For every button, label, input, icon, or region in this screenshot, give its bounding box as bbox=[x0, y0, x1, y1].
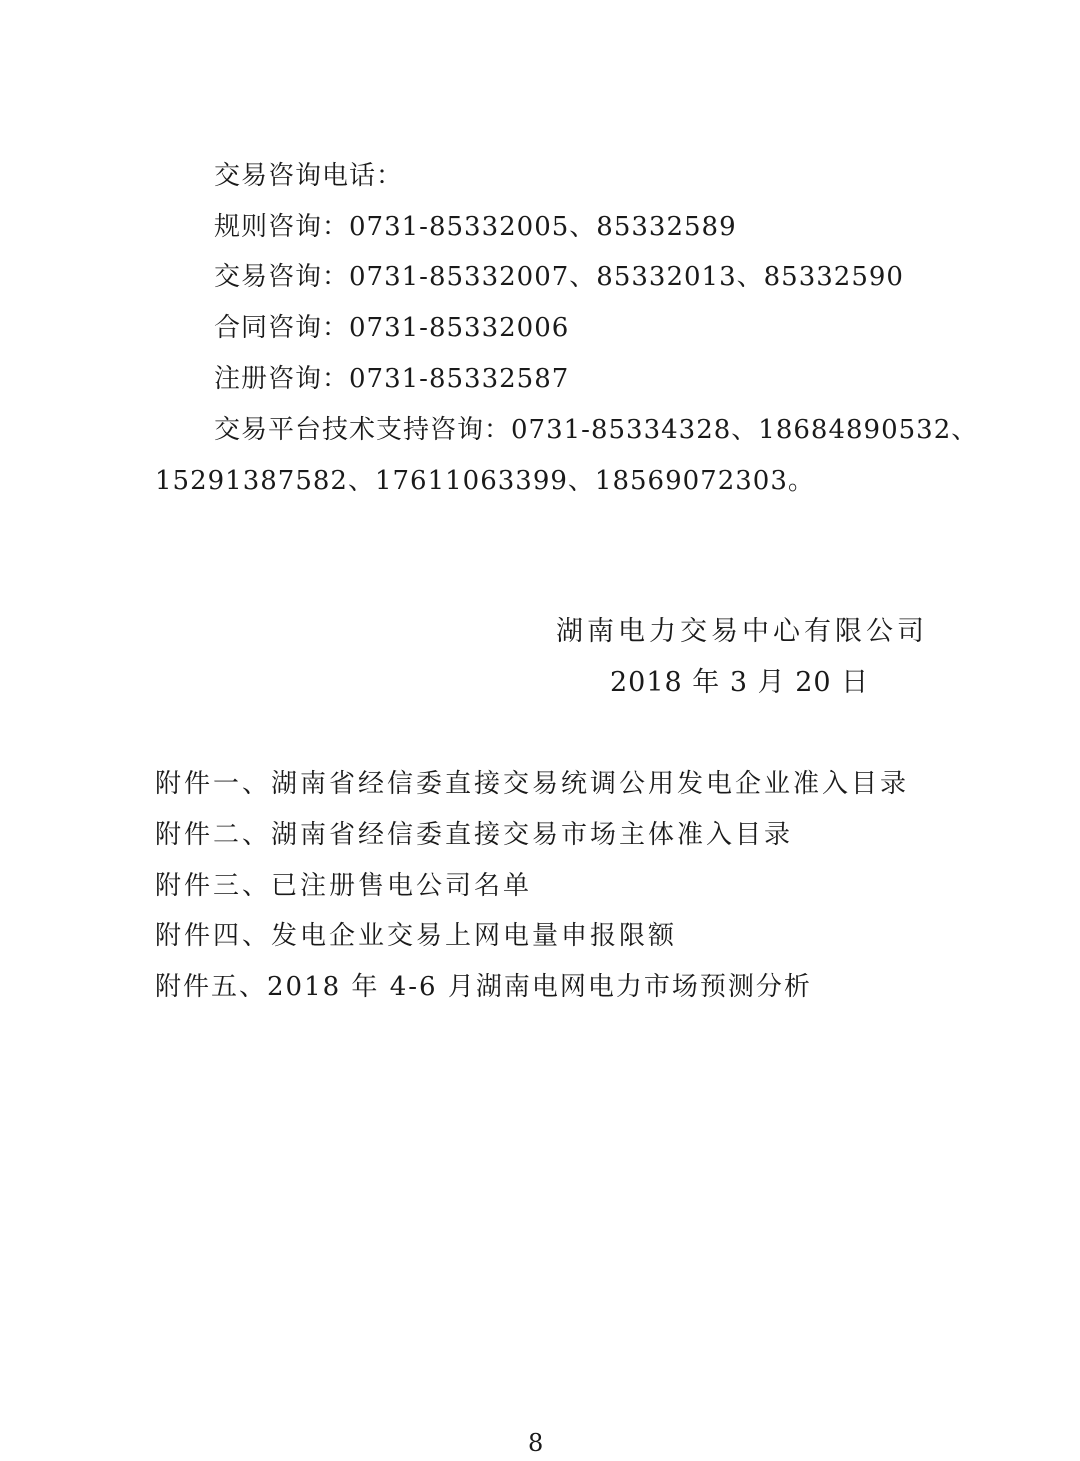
attachment-item-3: 附件三、已注册售电公司名单 bbox=[155, 871, 533, 901]
attachment-item-2: 附件二、湖南省经信委直接交易市场主体准入目录 bbox=[155, 820, 794, 850]
contact-line-contract: 合同咨询：0731-85332006 bbox=[214, 313, 570, 343]
contact-line-trading: 交易咨询：0731-85332007、85332013、85332590 bbox=[214, 262, 904, 292]
contact-heading: 交易咨询电话： bbox=[214, 161, 404, 191]
signature-organization: 湖南电力交易中心有限公司 bbox=[556, 616, 928, 647]
attachment-item-5: 附件五、2018 年 4-6 月湖南电网电力市场预测分析 bbox=[155, 972, 812, 1002]
signature-date: 2018 年 3 月 20 日 bbox=[610, 667, 870, 698]
contact-line-registration: 注册咨询：0731-85332587 bbox=[214, 364, 570, 394]
contact-line-tech-support: 交易平台技术支持咨询：0731-85334328、18684890532、 bbox=[214, 415, 979, 445]
contact-line-tech-support-cont: 15291387582、17611063399、18569072303。 bbox=[155, 466, 815, 496]
attachment-item-4: 附件四、发电企业交易上网电量申报限额 bbox=[155, 921, 678, 951]
page-number: 8 bbox=[528, 1429, 544, 1457]
contact-line-rules: 规则咨询：0731-85332005、85332589 bbox=[214, 212, 737, 242]
attachment-item-1: 附件一、湖南省经信委直接交易统调公用发电企业准入目录 bbox=[155, 769, 910, 799]
